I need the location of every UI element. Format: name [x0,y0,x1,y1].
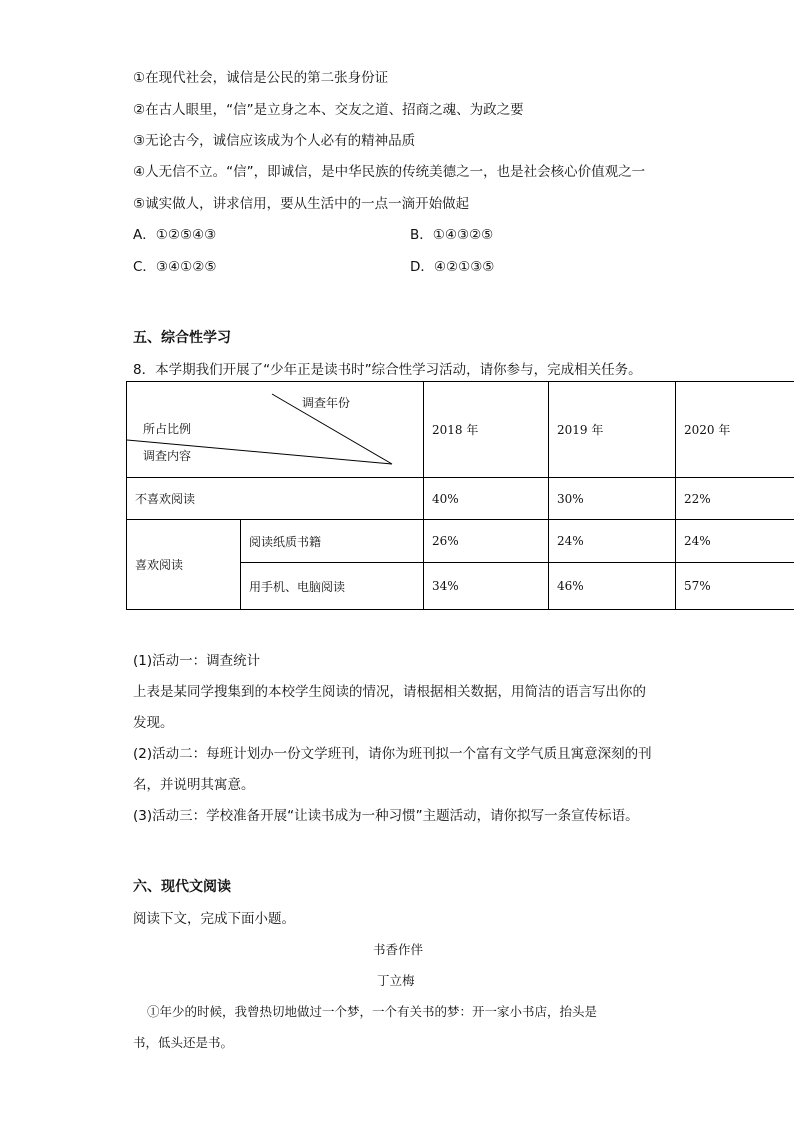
table-row [127,478,794,520]
task-3: (3)活动三：学校准备开展“让读书成为一种习惯”主题活动，请你拟写一条宣传标语。 [133,808,639,824]
option-1: ①在现代社会，诚信是公民的第二张身份证 [133,70,389,86]
year-2018: 2018 年 [424,382,549,478]
table-cell: 22% [676,478,794,520]
diagonal-header-cell [127,382,424,478]
option-2: ②在古人眼里，“信”是立身之本、交友之道、招商之魂、为政之要 [133,102,524,118]
task-1-body-cont: 发现。 [133,715,174,731]
question-8: 8．本学期我们开展了“少年正是读书时”综合性学习活动，请你参与，完成相关任务。 [133,362,642,378]
table-cell: 46% [549,563,676,610]
article-paragraph-1-cont: 书，低头还是书。 [133,1035,234,1050]
table-cell: 57% [676,563,794,610]
choice-b: B．①④③②⑤ [410,227,494,243]
row-like-label: 喜欢阅读 [127,520,241,610]
choice-c: C．③④①②⑤ [133,259,217,275]
article-author: 丁立梅 [377,973,415,988]
option-5: ⑤诚实做人，讲求信用，要从生活中的一点一滴开始做起 [133,196,470,212]
task-2: (2)活动二：每班计划办一份文学班刊，请你为班刊拟一个富有文学气质且寓意深刻的刊 [133,746,652,762]
row-paper-label: 阅读纸质书籍 [241,520,424,563]
row-dislike-label: 不喜欢阅读 [127,478,424,520]
section-5-heading: 五、综合性学习 [133,330,231,346]
article-paragraph-1: ①年少的时候，我曾热切地做过一个梦，一个有关书的梦：开一家小书店，抬头是 [147,1004,598,1019]
task-1-body: 上表是某同学搜集到的本校学生阅读的情况，请根据相关数据，用简洁的语言写出你的 [133,684,646,700]
year-2020: 2020 年 [676,382,794,478]
option-4: ④人无信不立。“信”，即诚信，是中华民族的传统美德之一，也是社会核心价值观之一 [133,164,646,180]
task-1-title: (1)活动一：调查统计 [133,653,261,669]
article-title: 书香作伴 [373,942,424,957]
choice-d: D．④②①③⑤ [410,259,495,275]
header-proportion-label: 所占比例 [143,422,192,436]
table-cell: 34% [424,563,549,610]
row-digital-label: 用手机、电脑阅读 [241,563,424,610]
survey-table [126,381,794,610]
option-3: ③无论古今，诚信应该成为个人必有的精神品质 [133,133,416,149]
header-year-label: 调查年份 [302,396,351,410]
task-2-cont: 名，并说明其寓意。 [133,777,255,793]
reading-instruction: 阅读下文，完成下面小题。 [133,911,295,927]
table-cell: 30% [549,478,676,520]
table-cell: 40% [424,478,549,520]
table-cell: 26% [424,520,549,563]
table-cell: 24% [676,520,794,563]
section-6-heading: 六、现代文阅读 [133,879,231,895]
header-content-label: 调查内容 [143,449,192,463]
choice-a: A．①②⑤④③ [133,227,217,243]
table-cell: 24% [549,520,676,563]
year-2019: 2019 年 [549,382,676,478]
table-row [127,520,794,563]
table-header-row [127,382,794,478]
